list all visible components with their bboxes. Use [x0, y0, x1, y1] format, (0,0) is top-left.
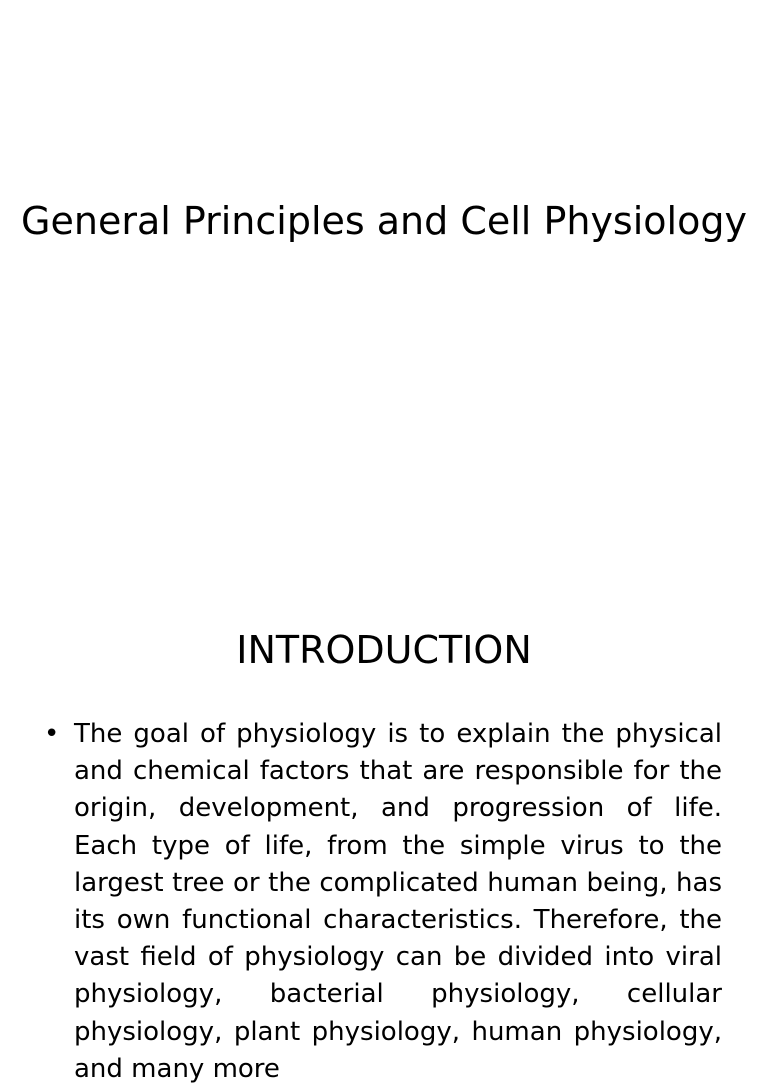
slide-title: General Principles and Cell Physiology: [21, 199, 747, 243]
section-heading: INTRODUCTION: [236, 628, 532, 672]
bullet-marker: •: [44, 719, 60, 749]
bullet-item: [44, 716, 722, 1088]
bullet-text: The goal of physiology is to explain the physical and chemical factors that are responsible for the origin, development, and progression of life. Each type of life, from the simple virus to the largest tree or the complicated human being, has its own functional characteristics. Therefore, the vast field of physiology can be divided into viral physiology, bacterial physiology, cellular physiology, plant physiology, human physiology, and many more: [74, 719, 722, 1084]
bullet-list: [44, 716, 722, 1088]
